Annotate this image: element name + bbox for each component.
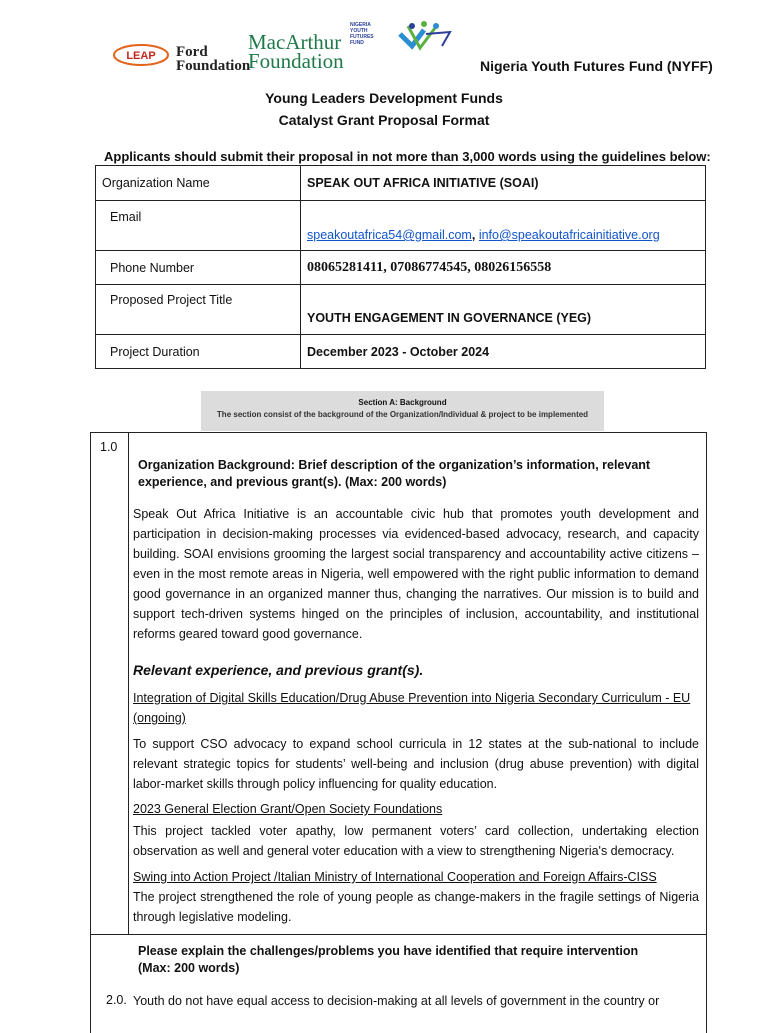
macarthur-foundation-logo: [248, 30, 344, 73]
nyff-emblem-icon: [400, 21, 450, 48]
nyff-logo: [350, 20, 468, 54]
ford-logo-line1: Ford: [176, 44, 208, 60]
email-separator: ,: [471, 228, 479, 242]
macarthur-logo-line2: Foundation: [248, 49, 344, 73]
instructions-text: Applicants should submit their proposal in not more than 3,000 words using the guidelines below:: [104, 149, 711, 164]
grant-2-title: 2023 General Election Grant/Open Society Foundations: [133, 802, 443, 816]
relevant-experience-heading: Relevant experience, and previous grant(s).: [133, 662, 424, 678]
org-name-value: SPEAK OUT AFRICA INITIATIVE (SOAI): [301, 166, 706, 201]
table-row: [96, 285, 706, 335]
grant-3-title: Swing into Action Project /Italian Ministry of International Cooperation and Foreign Affairs-CISS: [133, 870, 657, 884]
table-row: [96, 251, 706, 285]
row-divider: [90, 934, 706, 935]
section-a-title: Section A: Background: [358, 398, 447, 407]
org-name-label: Organization Name: [96, 166, 301, 201]
grant-1-title: Integration of Digital Skills Education/Drug Abuse Prevention into Nigeria Secondary Curriculum - EU (ongoing): [133, 691, 691, 725]
nyff-logo-word: FUND: [350, 40, 364, 46]
section-1-heading: Organization Background: Brief description of the organization’s information, relevant experience, and previous grant(s). (Max: 200 words): [138, 458, 651, 489]
project-title-label: Proposed Project Title: [96, 285, 301, 335]
ford-foundation-logo: [176, 45, 250, 73]
phone-value: 08065281411, 07086774545, 08026156558: [301, 251, 706, 285]
section-2-heading: Please explain the challenges/problems you have identified that require intervention (Max: 200 words): [138, 944, 639, 975]
email-link-1[interactable]: speakoutafrica54@gmail.com: [307, 228, 472, 242]
section-2-paragraph: Youth do not have equal access to decision-making at all levels of government in the country or: [133, 994, 660, 1008]
ford-logo-line2: Foundation: [176, 58, 251, 74]
table-row: [96, 201, 706, 251]
org-background-paragraph: Speak Out Africa Initiative is an accountable civic hub that promotes youth development and participation in decision-making processes via evidenced-based advocacy, research, and capacity building. SOAI envisions grooming the largest social transparency and accountability active citizens – even in the most remote areas in Nigeria, well empowered with the right public information to demand good governance in an organized manner thus, changing the narratives. Our mission is to build and support tech-driven systems hinged on the principles of inclusion, accountability, and institutional reforms geared toward good governance.: [133, 507, 699, 641]
table-row: [96, 335, 706, 369]
duration-value: December 2023 - October 2024: [301, 335, 706, 369]
project-title-value: YOUTH ENGAGEMENT IN GOVERNANCE (YEG): [301, 285, 706, 335]
fund-title: Nigeria Youth Futures Fund (NYFF): [480, 58, 713, 74]
nyff-logo-word: FUTURES: [350, 34, 374, 40]
leap-logo-text: LEAP: [126, 50, 156, 62]
column-divider: [128, 432, 129, 934]
leap-logo: [112, 42, 170, 68]
email-label: Email: [96, 201, 301, 251]
section-a-subtitle: The section consist of the background of the Organization/Individual & project to be implemented: [216, 410, 589, 419]
section-a-banner: [201, 391, 604, 431]
section-1-number: 1.0: [100, 440, 118, 454]
table-row: [96, 166, 706, 201]
phone-label: Phone Number: [96, 251, 301, 285]
nyff-logo-word: NIGERIA: [350, 22, 371, 28]
section-2-number: 2.0.: [106, 993, 127, 1007]
document-subtitle: Catalyst Grant Proposal Format: [278, 112, 490, 128]
grant-1-description: To support CSO advocacy to expand school curricula in 12 states at the sub-national to include relevant strategic topics for students’ well-being and inclusion (drug abuse prevention) with digital labor-market skills through policy influencing for quality education.: [133, 737, 699, 791]
applicant-info-table: [95, 165, 706, 369]
document-title: Young Leaders Development Funds: [265, 90, 503, 106]
email-link-2[interactable]: info@speakoutafricainitiative.org: [478, 228, 660, 242]
macarthur-logo-line1: MacArthur: [248, 30, 342, 54]
email-value: [301, 201, 706, 251]
grant-3-description: The project strengthened the role of young people as change-makers in the fragile settings of Nigeria through legislative modeling.: [133, 890, 699, 924]
duration-label: Project Duration: [96, 335, 301, 369]
nyff-logo-word: YOUTH: [350, 28, 368, 34]
grant-2-description: This project tackled voter apathy, low permanent voters’ card collection, undertaking election observation as well and general voter education with a view to strengthening Nigeria's democracy.: [133, 824, 699, 858]
